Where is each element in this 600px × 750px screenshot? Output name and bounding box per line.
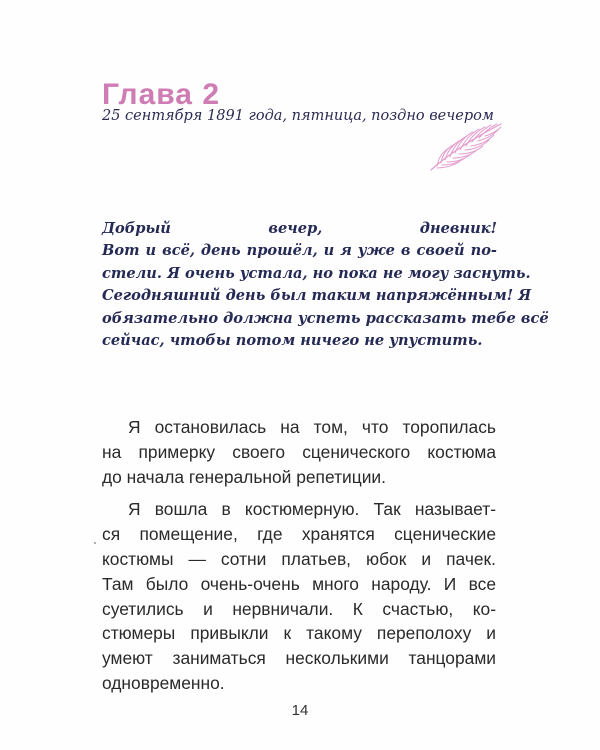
text-line: суетились и нервничали. К счастью, ко- xyxy=(102,598,496,619)
diary-entry xyxy=(102,218,549,352)
diary-line: обязательно должна успеть рассказать тебе всё xyxy=(102,309,549,327)
text-line: до начала генеральной репетиции. xyxy=(102,466,386,487)
text-line: костюмы — сотни платьев, юбок и пачек. xyxy=(102,548,496,569)
feather-icon xyxy=(425,118,505,176)
text-line: Я вошла в костюмерную. Так называет- xyxy=(128,499,496,520)
chapter-title: Глава 2 xyxy=(102,78,221,111)
text-line: стюмеры привыкли к такому переполоху и xyxy=(102,623,496,644)
text-line: ся помещение, где хранятся сценические xyxy=(102,524,496,545)
text-line: Я остановилась на том, что торопилась xyxy=(128,417,496,437)
text-line: умеют заниматься несколькими танцорами xyxy=(102,648,496,669)
diary-line: Сегодняшний день был таким напряжённым! Я xyxy=(102,287,532,305)
chapter-date: 25 сентября 1891 года, пятница, поздно вечером xyxy=(102,108,494,124)
text-line: Там было очень-очень много народу. И все xyxy=(102,573,496,594)
diary-line: Вот и всё, день прошёл, и я уже в своей по- xyxy=(102,242,497,260)
body-text xyxy=(102,415,496,696)
page-number: 14 xyxy=(291,702,309,719)
text-line: одновременно. xyxy=(102,672,225,693)
diary-line: сейчас, чтобы потом ничего не упустить. xyxy=(102,332,483,350)
text-line: на примерку своего сценического костюма xyxy=(102,441,496,462)
diary-line: стели. Я очень устала, но пока не могу заснуть. xyxy=(102,264,531,282)
print-speck xyxy=(94,542,96,544)
diary-line: Добрый вечер, дневник! xyxy=(102,220,497,237)
